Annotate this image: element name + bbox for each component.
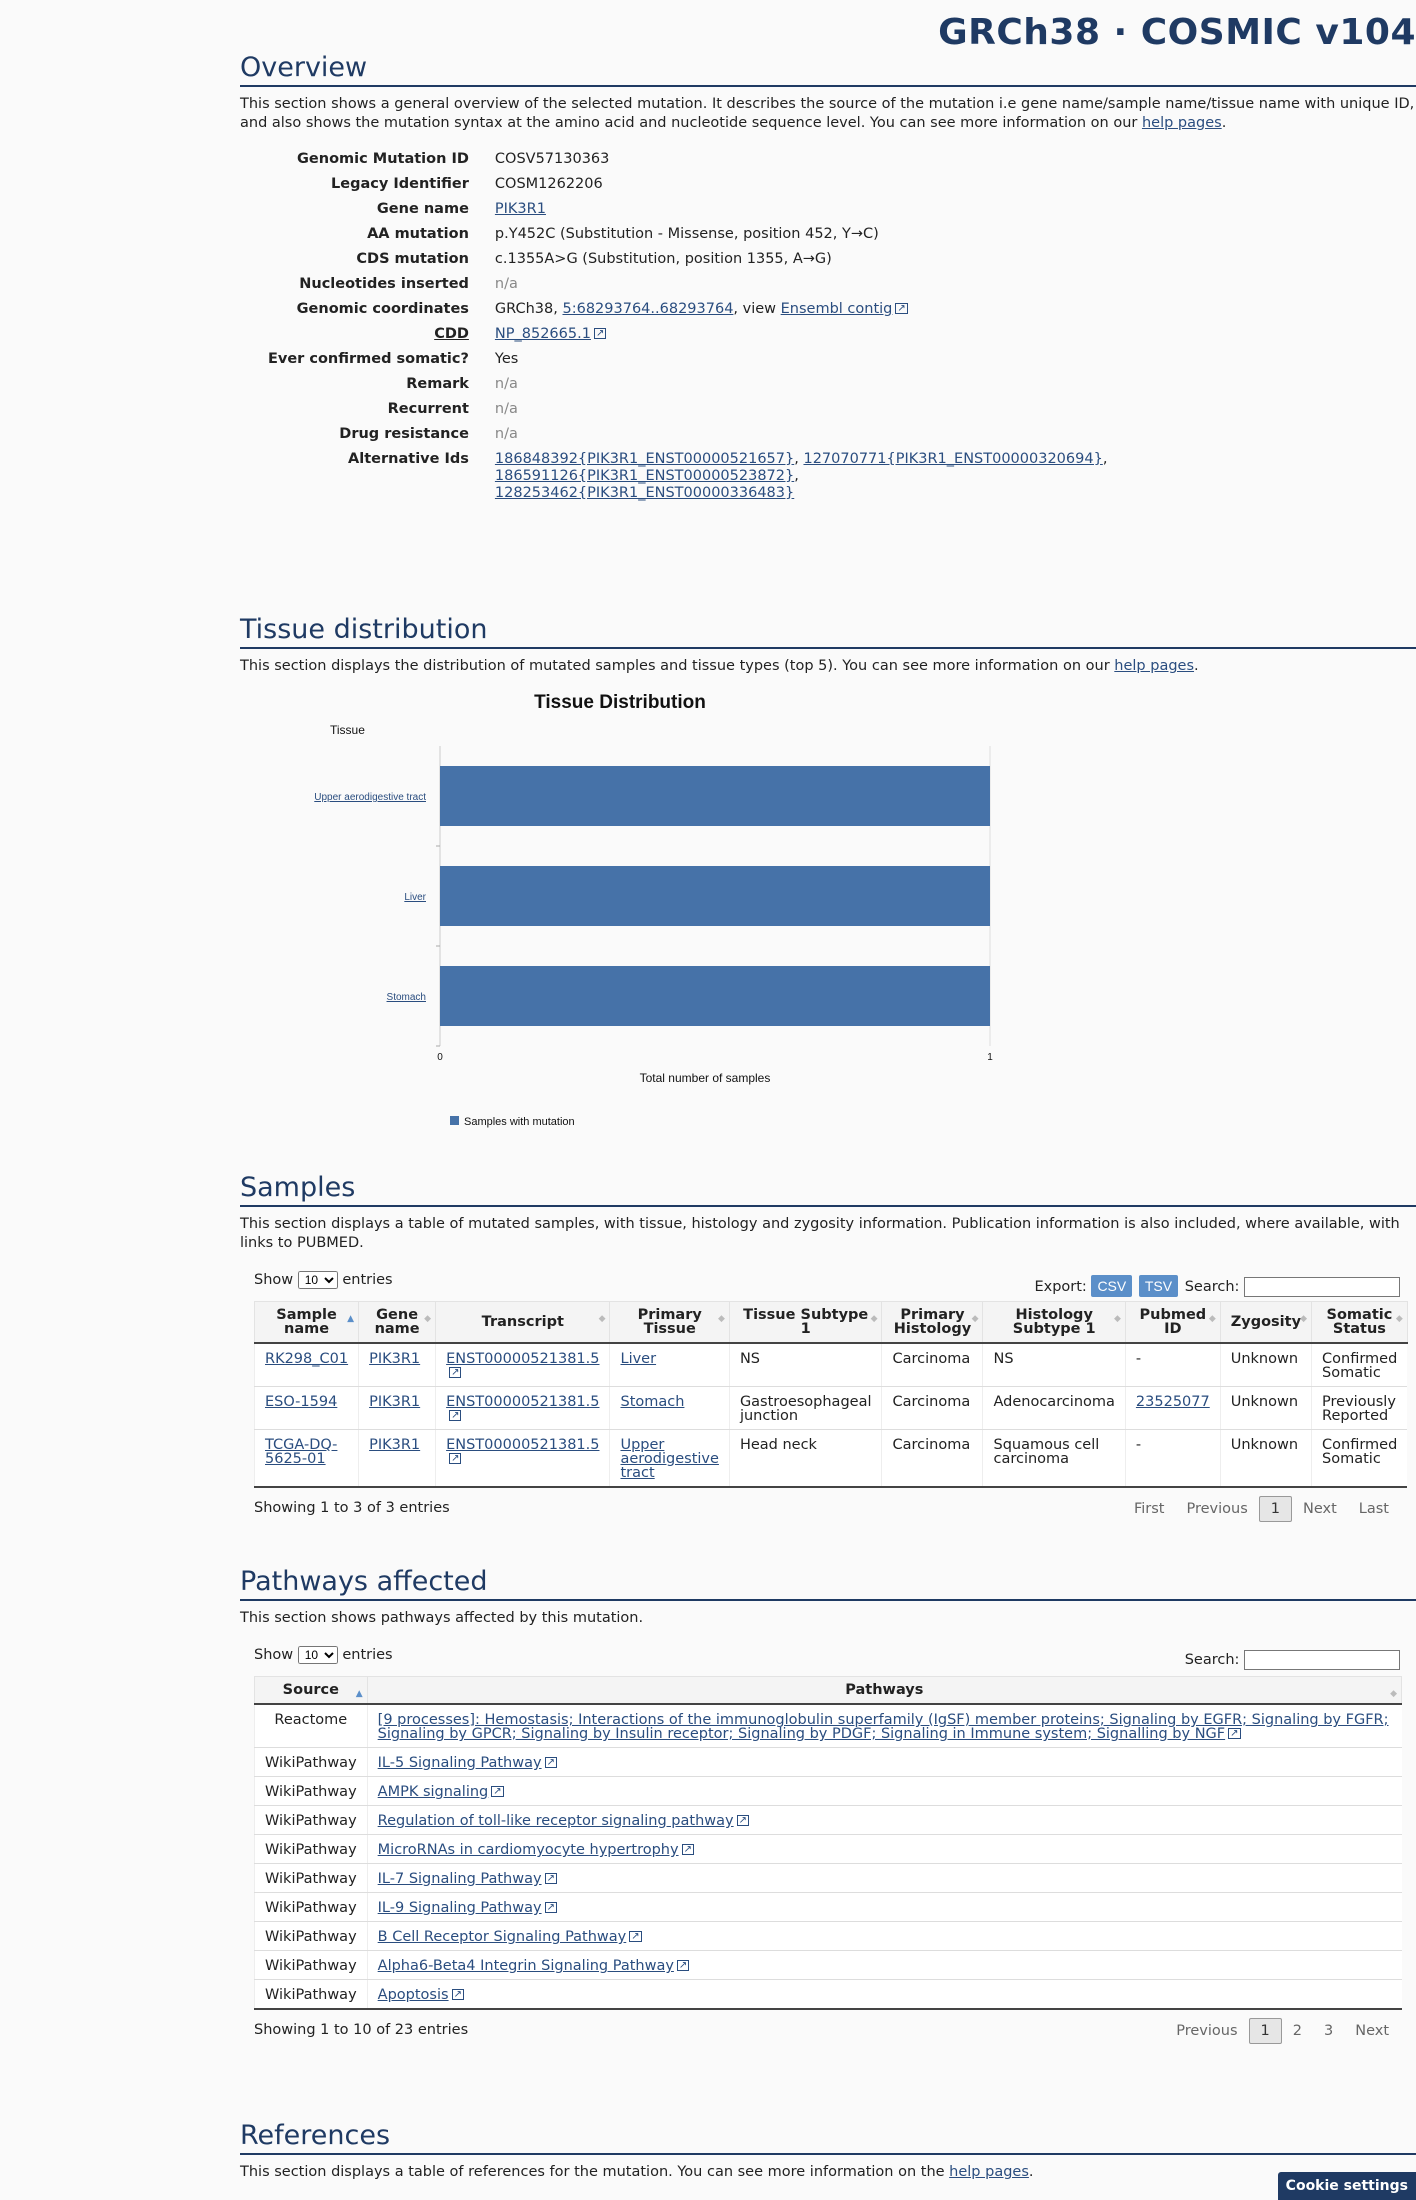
table-cell bbox=[359, 1343, 436, 1387]
col-header-label: Pathways bbox=[845, 1682, 924, 1698]
table-row bbox=[255, 1806, 1402, 1835]
samples-export-search bbox=[1034, 1275, 1400, 1297]
table-cell bbox=[1220, 1430, 1311, 1488]
sort-icon: ◆ bbox=[971, 1314, 979, 1324]
references-intro-end: . bbox=[1028, 2164, 1034, 2180]
sort-icon: ◆ bbox=[1300, 1314, 1308, 1324]
samples-info: Showing 1 to 3 of 3 entries bbox=[254, 1500, 450, 1516]
alternative-id-link[interactable]: 127070771{PIK3R1_ENST00000320694} bbox=[803, 451, 1103, 467]
cell-link[interactable]: ENST00000521381.5 ↗ bbox=[446, 1437, 599, 1467]
pathway-source: WikiPathway bbox=[255, 1922, 368, 1951]
detail-row bbox=[240, 247, 1416, 272]
table-row bbox=[255, 1980, 1402, 2010]
table-cell bbox=[367, 1806, 1401, 1835]
cell-text: Carcinoma bbox=[892, 1394, 971, 1410]
sort-icon: ◆ bbox=[598, 1314, 606, 1324]
detail-row bbox=[240, 397, 1416, 422]
detail-label: Legacy Identifier bbox=[331, 176, 469, 192]
export-label: Export: bbox=[1034, 1279, 1087, 1295]
pager-next-button[interactable]: Next bbox=[1303, 1501, 1337, 1517]
cell-text: NS bbox=[739, 1351, 760, 1367]
samples-intro: This section displays a table of mutated samples, with tissue, histology and zygosity information. Publication information is also included, where available, with links to PUBMED. bbox=[240, 1216, 1400, 1251]
col-header-label: Tissue Subtype 1 bbox=[743, 1307, 869, 1337]
table-row bbox=[255, 1864, 1402, 1893]
tissue-intro-text: This section displays the distribution of mutated samples and tissue types (top 5). You can see more information on our bbox=[240, 658, 1115, 674]
table-cell bbox=[436, 1343, 610, 1387]
category-label-link[interactable]: Liver bbox=[404, 892, 426, 903]
table-cell bbox=[729, 1387, 882, 1430]
table-cell bbox=[610, 1387, 729, 1430]
pathway-source: WikiPathway bbox=[255, 1835, 368, 1864]
col-header[interactable] bbox=[255, 1677, 368, 1705]
sort-asc-icon: ▲ bbox=[355, 1689, 363, 1699]
y-axis-label: Tissue bbox=[330, 723, 365, 737]
table-row bbox=[255, 1922, 1402, 1951]
cell-text: - bbox=[1135, 1351, 1142, 1367]
detail-label: Alternative Ids bbox=[348, 451, 469, 467]
detail-label: Gene name bbox=[376, 201, 469, 217]
cell-link[interactable]: ENST00000521381.5 ↗ bbox=[446, 1351, 599, 1381]
cell-text: Squamous cell carcinoma bbox=[993, 1437, 1100, 1467]
tissue-chart bbox=[240, 686, 1000, 1156]
cell-link[interactable]: 23525077 bbox=[1135, 1394, 1210, 1410]
col-header-label: Sample name bbox=[276, 1307, 337, 1337]
col-header[interactable] bbox=[359, 1302, 436, 1344]
sort-icon: ◆ bbox=[870, 1314, 878, 1324]
x-tick-label: 0 bbox=[437, 1052, 443, 1063]
col-header-label: Primary Tissue bbox=[637, 1307, 702, 1337]
overview-intro-text: This section shows a general overview of the selected mutation. It describes the source of the mutation i.e gene name/sample name/tissue name with unique ID, and also shows the mutation syntax at the amino acid and nucleotide sequence level. You can see more information on our bbox=[240, 96, 1415, 131]
col-header-label: Zygosity bbox=[1230, 1314, 1302, 1330]
alternative-id-link[interactable]: 186848392{PIK3R1_ENST00000521657} bbox=[494, 451, 795, 467]
pathways-info: Showing 1 to 10 of 23 entries bbox=[254, 2022, 469, 2038]
pathway-source: WikiPathway bbox=[255, 1864, 368, 1893]
table-cell bbox=[367, 1704, 1401, 1748]
samples-table-body bbox=[255, 1343, 1408, 1487]
col-header-label: Source bbox=[282, 1682, 339, 1698]
sort-icon: ◆ bbox=[718, 1314, 725, 1324]
search-label: Search: bbox=[1184, 1652, 1240, 1668]
table-cell bbox=[367, 1864, 1401, 1893]
pager-1-button[interactable]: 1 bbox=[1249, 2018, 1282, 2044]
entries-label: entries bbox=[342, 1272, 393, 1288]
aa-mutation: p.Y452C (Substitution - Missense, position 452, Y→C) bbox=[494, 226, 879, 242]
cell-text: NS bbox=[993, 1351, 1014, 1367]
samples-pager bbox=[1123, 1496, 1400, 1522]
col-header-label: Transcript bbox=[481, 1314, 564, 1330]
table-row bbox=[255, 1951, 1402, 1980]
detail-label: Remark bbox=[406, 376, 469, 392]
references-help-link[interactable]: help pages bbox=[949, 2164, 1029, 2180]
pathway-source: WikiPathway bbox=[255, 1806, 368, 1835]
table-cell bbox=[1220, 1343, 1311, 1387]
detail-label: Genomic coordinates bbox=[296, 301, 469, 317]
cell-text: Carcinoma bbox=[892, 1351, 971, 1367]
detail-row bbox=[240, 372, 1416, 397]
tissue-section bbox=[240, 614, 1416, 1156]
table-row bbox=[255, 1430, 1408, 1488]
col-header[interactable] bbox=[882, 1302, 983, 1344]
table-cell bbox=[367, 1951, 1401, 1980]
tissue-intro bbox=[240, 657, 1416, 676]
col-header[interactable] bbox=[729, 1302, 882, 1344]
samples-header-row bbox=[255, 1302, 1408, 1344]
table-cell bbox=[882, 1387, 983, 1430]
table-cell bbox=[1125, 1430, 1220, 1488]
detail-row bbox=[240, 222, 1416, 247]
pathways-table-controls bbox=[240, 1646, 1416, 1676]
show-label: Show bbox=[254, 1647, 294, 1663]
pathways-table-body bbox=[255, 1704, 1402, 2009]
col-header[interactable] bbox=[1220, 1302, 1311, 1344]
col-header[interactable] bbox=[255, 1302, 359, 1344]
mutation-details-table bbox=[240, 147, 1416, 506]
genomic-mutation-id: COSV57130363 bbox=[494, 151, 610, 167]
sort-asc-icon: ▲ bbox=[347, 1314, 355, 1324]
detail-row bbox=[240, 147, 1416, 172]
table-cell bbox=[882, 1343, 983, 1387]
alternative-ids: 186848392{PIK3R1_ENST00000521657}, 127070771{PIK3R1_ENST00000320694}, 186591126{PIK3R1_ENST00000523872}, 128253462{PIK3R1_ENST00000336483} bbox=[494, 451, 1108, 501]
pathway-link[interactable]: IL-5 Signaling Pathway ↗ bbox=[378, 1755, 557, 1771]
samples-section bbox=[240, 1172, 1416, 1528]
pathway-link[interactable]: B Cell Receptor Signaling Pathway ↗ bbox=[378, 1929, 642, 1945]
pathway-source: WikiPathway bbox=[255, 1980, 368, 2010]
nucleotides-inserted: n/a bbox=[494, 276, 518, 292]
cell-link[interactable]: Upper aerodigestive tract bbox=[620, 1437, 719, 1481]
search-label: Search: bbox=[1184, 1279, 1240, 1295]
detail-row bbox=[240, 422, 1416, 447]
coords-prefix: GRCh38, bbox=[494, 301, 563, 317]
detail-row bbox=[240, 322, 1416, 347]
pathway-link[interactable]: AMPK signaling ↗ bbox=[378, 1784, 504, 1800]
table-row bbox=[255, 1387, 1408, 1430]
cell-text: Previously Reported bbox=[1322, 1394, 1396, 1424]
detail-row bbox=[240, 172, 1416, 197]
sort-icon: ◆ bbox=[1114, 1314, 1121, 1324]
recurrent: n/a bbox=[494, 401, 518, 417]
table-cell bbox=[367, 1835, 1401, 1864]
table-cell bbox=[1312, 1387, 1408, 1430]
cell-link[interactable]: PIK3R1 bbox=[369, 1351, 421, 1367]
cell-text: Adenocarcinoma bbox=[993, 1394, 1115, 1410]
cell-text: Unknown bbox=[1230, 1394, 1299, 1410]
table-row bbox=[255, 1835, 1402, 1864]
cell-text: Confirmed Somatic bbox=[1322, 1437, 1398, 1467]
cell-text: - bbox=[1135, 1437, 1142, 1453]
bar bbox=[440, 766, 990, 826]
cell-text: Carcinoma bbox=[892, 1437, 971, 1453]
detail-label: Recurrent bbox=[387, 401, 469, 417]
detail-label: AA mutation bbox=[367, 226, 469, 242]
table-cell bbox=[367, 1748, 1401, 1777]
cell-text: Unknown bbox=[1230, 1437, 1299, 1453]
pathways-pager bbox=[1165, 2018, 1400, 2044]
x-axis-label: Total number of samples bbox=[639, 1071, 771, 1085]
table-cell bbox=[983, 1430, 1125, 1488]
cell-link[interactable]: Liver bbox=[620, 1351, 657, 1367]
detail-row bbox=[240, 197, 1416, 222]
cell-link[interactable]: RK298_C01 bbox=[265, 1351, 349, 1367]
cell-text: Confirmed Somatic bbox=[1322, 1351, 1398, 1381]
table-cell bbox=[882, 1430, 983, 1488]
genomic-coordinates-link[interactable]: 5:68293764..68293764 bbox=[562, 301, 734, 317]
cell-link[interactable]: PIK3R1 bbox=[369, 1394, 421, 1410]
table-cell bbox=[1220, 1387, 1311, 1430]
pathways-page-size-select[interactable] bbox=[298, 1646, 338, 1664]
cell-text: Head neck bbox=[739, 1437, 817, 1453]
cell-link[interactable]: PIK3R1 bbox=[369, 1437, 421, 1453]
bar bbox=[440, 966, 990, 1026]
table-row bbox=[255, 1343, 1408, 1387]
references-intro-text: This section displays a table of references for the mutation. You can see more information on the bbox=[240, 2164, 950, 2180]
pathway-link[interactable]: IL-9 Signaling Pathway ↗ bbox=[378, 1900, 557, 1916]
table-cell bbox=[255, 1387, 359, 1430]
coords-mid: , view bbox=[733, 301, 781, 317]
table-cell bbox=[359, 1430, 436, 1488]
legacy-identifier: COSM1262206 bbox=[494, 176, 603, 192]
entries-label: entries bbox=[342, 1647, 393, 1663]
pager-last-button[interactable]: Last bbox=[1358, 1501, 1389, 1517]
table-cell bbox=[610, 1430, 729, 1488]
col-header[interactable] bbox=[610, 1302, 729, 1344]
table-cell bbox=[436, 1387, 610, 1430]
bar bbox=[440, 866, 990, 926]
pathways-table bbox=[254, 1676, 1402, 2010]
samples-table-controls bbox=[240, 1271, 1416, 1301]
pathway-source: WikiPathway bbox=[255, 1748, 368, 1777]
col-header[interactable] bbox=[1125, 1302, 1220, 1344]
gene-name-link[interactable]: PIK3R1 bbox=[494, 201, 546, 217]
table-cell bbox=[729, 1343, 882, 1387]
references-section bbox=[240, 2120, 1416, 2182]
overview-help-link[interactable]: help pages bbox=[1141, 115, 1222, 131]
col-header-label: Pubmed ID bbox=[1139, 1307, 1207, 1337]
table-row bbox=[255, 1777, 1402, 1806]
pathway-link[interactable]: Regulation of toll-like receptor signaling pathway ↗ bbox=[378, 1813, 749, 1829]
col-header-label: Histology Subtype 1 bbox=[1012, 1307, 1096, 1337]
samples-pagination bbox=[240, 1496, 1416, 1528]
table-cell bbox=[729, 1430, 882, 1488]
pathway-link[interactable]: Apoptosis ↗ bbox=[378, 1987, 464, 2003]
cell-link[interactable]: ESO-1594 bbox=[265, 1394, 338, 1410]
references-intro bbox=[240, 2163, 1416, 2182]
tissue-chart-svg bbox=[240, 686, 1000, 1156]
samples-page-size-select[interactable] bbox=[298, 1271, 338, 1289]
overview-heading: Overview bbox=[240, 52, 1416, 87]
pathways-search bbox=[1185, 1650, 1400, 1670]
pathway-source: WikiPathway bbox=[255, 1893, 368, 1922]
table-cell bbox=[1312, 1430, 1408, 1488]
table-row bbox=[255, 1748, 1402, 1777]
col-header-label: Somatic Status bbox=[1326, 1307, 1393, 1337]
references-heading: References bbox=[240, 2120, 1416, 2155]
pathways-search-input[interactable] bbox=[1244, 1650, 1400, 1670]
ensembl-contig-link[interactable]: Ensembl contig ↗ bbox=[781, 301, 908, 317]
cell-text: Unknown bbox=[1230, 1351, 1299, 1367]
sort-icon: ◆ bbox=[1395, 1314, 1403, 1324]
table-cell bbox=[1125, 1387, 1220, 1430]
samples-table bbox=[254, 1301, 1408, 1488]
category-label-link[interactable]: Upper aerodigestive tract bbox=[314, 792, 426, 803]
pathway-source: WikiPathway bbox=[255, 1951, 368, 1980]
pager-next-button[interactable]: Next bbox=[1355, 2023, 1389, 2039]
overview-section bbox=[240, 52, 1416, 506]
export-tsv-button[interactable]: TSV bbox=[1139, 1275, 1178, 1297]
col-header-label: Gene name bbox=[374, 1307, 420, 1337]
pathways-pagination bbox=[240, 2018, 1416, 2050]
samples-heading: Samples bbox=[240, 1172, 1416, 1207]
detail-row bbox=[240, 347, 1416, 372]
col-header-label: Primary Histology bbox=[893, 1307, 972, 1337]
cdd-link[interactable]: NP_852665.1 ↗ bbox=[495, 326, 606, 342]
table-cell bbox=[1312, 1343, 1408, 1387]
tissue-help-link[interactable]: help pages bbox=[1114, 658, 1195, 674]
sort-icon: ◆ bbox=[1208, 1314, 1216, 1324]
col-header[interactable] bbox=[1312, 1302, 1408, 1344]
pager-2-button[interactable]: 2 bbox=[1292, 2023, 1302, 2039]
detail-row bbox=[240, 447, 1416, 506]
table-cell bbox=[255, 1343, 359, 1387]
pager-previous-button[interactable]: Previous bbox=[1186, 1501, 1248, 1517]
show-label: Show bbox=[254, 1272, 294, 1288]
drug-resistance: n/a bbox=[494, 426, 518, 442]
legend-swatch bbox=[450, 1116, 459, 1125]
cds-mutation: c.1355A>G (Substitution, position 1355, A→G) bbox=[494, 251, 832, 267]
detail-label: CDS mutation bbox=[356, 251, 469, 267]
sort-icon: ◆ bbox=[1390, 1689, 1397, 1699]
table-cell bbox=[255, 1430, 359, 1488]
samples-search-input[interactable] bbox=[1244, 1277, 1400, 1297]
detail-label: Genomic Mutation ID bbox=[297, 151, 469, 167]
alternative-id-link[interactable]: 128253462{PIK3R1_ENST00000336483} bbox=[494, 485, 795, 501]
sort-icon: ◆ bbox=[424, 1314, 432, 1324]
tissue-heading: Tissue distribution bbox=[240, 614, 1416, 649]
table-cell bbox=[367, 1980, 1401, 2010]
assembly-version-title: GRCh38 · COSMIC v104 bbox=[938, 12, 1416, 53]
overview-intro bbox=[240, 95, 1416, 133]
category-label-link[interactable]: Stomach bbox=[386, 992, 426, 1003]
remark: n/a bbox=[494, 376, 518, 392]
table-cell bbox=[367, 1922, 1401, 1951]
legend-label: Samples with mutation bbox=[464, 1116, 575, 1128]
cell-link[interactable]: ENST00000521381.5 ↗ bbox=[446, 1394, 599, 1424]
cell-link[interactable]: TCGA-DQ-5625-01 bbox=[265, 1437, 338, 1467]
cell-link[interactable]: Stomach bbox=[620, 1394, 685, 1410]
pathway-source: WikiPathway bbox=[255, 1777, 368, 1806]
pathways-section bbox=[240, 1566, 1416, 2050]
pager-first-button[interactable]: First bbox=[1133, 1501, 1165, 1517]
col-header[interactable] bbox=[367, 1677, 1401, 1705]
ever-confirmed-somatic: Yes bbox=[494, 351, 519, 367]
pathways-header-row bbox=[255, 1677, 1402, 1705]
pathway-link[interactable]: MicroRNAs in cardiomyocyte hypertrophy ↗ bbox=[378, 1842, 694, 1858]
export-csv-button[interactable]: CSV bbox=[1091, 1275, 1132, 1297]
pathway-source: Reactome bbox=[255, 1704, 368, 1748]
detail-row bbox=[240, 272, 1416, 297]
col-header[interactable] bbox=[983, 1302, 1125, 1344]
pathway-link[interactable]: IL-7 Signaling Pathway ↗ bbox=[378, 1871, 557, 1887]
table-cell bbox=[1125, 1343, 1220, 1387]
table-cell bbox=[359, 1387, 436, 1430]
table-cell bbox=[983, 1387, 1125, 1430]
table-cell bbox=[983, 1343, 1125, 1387]
detail-label: Nucleotides inserted bbox=[299, 276, 469, 292]
cell-text: Gastroesophageal junction bbox=[739, 1394, 872, 1424]
pager-1-button[interactable]: 1 bbox=[1259, 1496, 1292, 1522]
table-cell bbox=[367, 1893, 1401, 1922]
detail-row bbox=[240, 297, 1416, 322]
detail-label: CDD bbox=[434, 326, 469, 342]
cookie-settings-button[interactable]: Cookie settings bbox=[1278, 2172, 1416, 2200]
col-header[interactable] bbox=[436, 1302, 610, 1344]
detail-label: Drug resistance bbox=[339, 426, 469, 442]
pager-previous-button[interactable]: Previous bbox=[1176, 2023, 1238, 2039]
pathway-link[interactable]: [9 processes]: Hemostasis; Interactions of the immunoglobulin superfamily (IgSF) member proteins; Signaling by EGFR; Signaling by FGFR; Signaling by GPCR; Signaling by Insulin receptor; Signaling by PDGF; Signaling in Immune system; Signalling by NGF ↗ bbox=[378, 1712, 1389, 1742]
alternative-id-link[interactable]: 186591126{PIK3R1_ENST00000523872} bbox=[494, 468, 795, 484]
pathways-heading: Pathways affected bbox=[240, 1566, 1416, 1601]
overview-intro-end: . bbox=[1221, 115, 1227, 131]
table-cell bbox=[367, 1777, 1401, 1806]
table-row bbox=[255, 1893, 1402, 1922]
tissue-intro-end: . bbox=[1194, 658, 1199, 674]
table-cell bbox=[436, 1430, 610, 1488]
table-cell bbox=[610, 1343, 729, 1387]
chart-title: Tissue Distribution bbox=[534, 692, 706, 713]
x-tick-label: 1 bbox=[987, 1052, 993, 1063]
pathways-intro: This section shows pathways affected by this mutation. bbox=[240, 1610, 644, 1626]
table-row bbox=[255, 1704, 1402, 1748]
pager-3-button[interactable]: 3 bbox=[1323, 2023, 1334, 2039]
detail-label: Ever confirmed somatic? bbox=[267, 351, 469, 367]
pathway-link[interactable]: Alpha6-Beta4 Integrin Signaling Pathway ↗ bbox=[378, 1958, 690, 1974]
